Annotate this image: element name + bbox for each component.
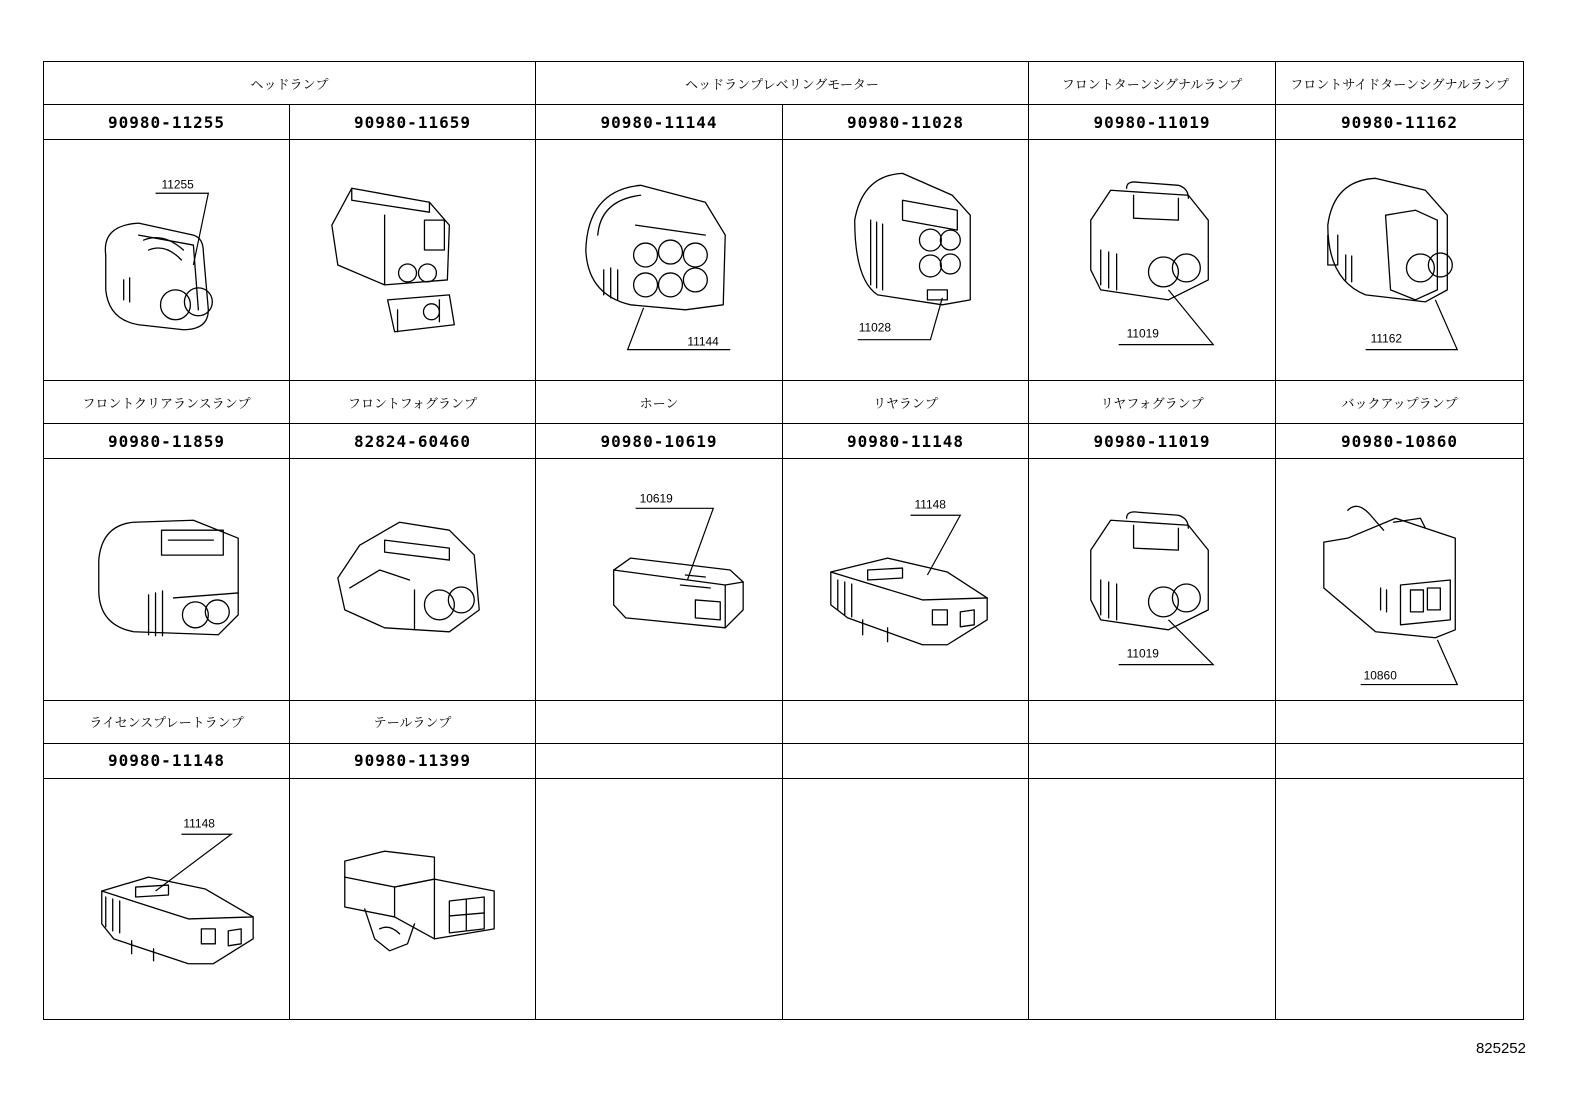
section-headlamp-leveling-motor: ヘッドランプレベリングモーター	[536, 62, 1029, 105]
part-number: 90980-11148	[783, 424, 1029, 459]
connector-illustration-cell	[290, 459, 536, 700]
callout-label: 11255	[161, 177, 194, 192]
section-rear-lamp: リヤランプ	[783, 381, 1029, 424]
part-number: 90980-11399	[290, 743, 536, 778]
part-number: 90980-11019	[1029, 424, 1276, 459]
connector-11148-drawing	[783, 460, 1028, 700]
connector-11255-drawing	[44, 140, 289, 380]
callout-label: 10860	[1363, 668, 1397, 683]
connector-illustration-cell	[290, 140, 536, 381]
empty-cell	[536, 743, 783, 778]
callout-label: 11019	[1126, 326, 1159, 341]
callout-label: 11028	[858, 320, 892, 335]
section-headlamp: ヘッドランプ	[44, 62, 536, 105]
connector-11019-drawing	[1029, 460, 1275, 700]
part-number: 90980-11144	[536, 105, 783, 140]
section-backup-lamp: バックアップランプ	[1276, 381, 1524, 424]
section-tail-lamp: テールランプ	[290, 700, 536, 743]
connector-11144-drawing	[536, 140, 782, 380]
connector-illustration-cell	[1029, 459, 1276, 700]
empty-cell	[1029, 700, 1276, 743]
part-number: 90980-11148	[44, 743, 290, 778]
connector-82824-60460-drawing	[290, 460, 535, 700]
callout-label: 10619	[639, 490, 673, 505]
callout-label: 11144	[687, 334, 719, 349]
section-front-fog: フロントフォグランプ	[290, 381, 536, 424]
connector-illustration-cell	[44, 778, 290, 1019]
connector-illustration-cell	[1276, 459, 1524, 700]
empty-cell	[783, 743, 1029, 778]
part-number: 90980-10619	[536, 424, 783, 459]
empty-cell	[536, 778, 783, 1019]
diagram-id: 825252	[1475, 1040, 1526, 1057]
connector-10860-drawing	[1276, 460, 1523, 700]
empty-cell	[783, 700, 1029, 743]
part-number: 90980-11859	[44, 424, 290, 459]
connector-illustration-cell	[44, 459, 290, 700]
section-front-turn-signal: フロントターンシグナルランプ	[1029, 62, 1276, 105]
part-number: 90980-11028	[783, 105, 1029, 140]
connector-10619-drawing	[536, 460, 782, 700]
section-horn: ホーン	[536, 381, 783, 424]
part-number: 90980-11162	[1276, 105, 1524, 140]
callout-label: 11019	[1126, 646, 1159, 661]
section-front-clearance: フロントクリアランスランプ	[44, 381, 290, 424]
connector-11162-drawing	[1276, 140, 1523, 380]
connector-illustration-cell	[44, 140, 290, 381]
empty-cell	[1276, 778, 1524, 1019]
connector-illustration-cell	[1029, 140, 1276, 381]
callout-label: 11148	[183, 816, 215, 831]
connector-illustration-cell	[783, 140, 1029, 381]
connector-illustration-cell	[536, 140, 783, 381]
part-number: 90980-10860	[1276, 424, 1524, 459]
empty-cell	[1276, 743, 1524, 778]
connector-illustration-cell	[536, 459, 783, 700]
section-license-plate-lamp: ライセンスプレートランプ	[44, 700, 290, 743]
connector-11028-drawing	[783, 140, 1028, 380]
section-front-side-turn-signal: フロントサイドターンシグナルランプ	[1276, 62, 1524, 105]
part-number: 82824-60460	[290, 424, 536, 459]
connector-11859-drawing	[44, 460, 289, 700]
connector-11399-drawing	[290, 779, 535, 1019]
empty-cell	[1029, 778, 1276, 1019]
empty-cell	[783, 778, 1029, 1019]
connector-11659-drawing	[290, 140, 535, 380]
connector-table	[43, 61, 1524, 1020]
connector-illustration-cell	[783, 459, 1029, 700]
empty-cell	[536, 700, 783, 743]
connector-illustration-cell	[290, 778, 536, 1019]
empty-cell	[1029, 743, 1276, 778]
part-number: 90980-11255	[44, 105, 290, 140]
part-number: 90980-11019	[1029, 105, 1276, 140]
empty-cell	[1276, 700, 1524, 743]
connector-11019-drawing	[1029, 140, 1275, 380]
connector-11148-drawing	[44, 779, 289, 1019]
part-number: 90980-11659	[290, 105, 536, 140]
connector-illustration-cell	[1276, 140, 1524, 381]
callout-label: 11148	[914, 496, 946, 511]
section-rear-fog: リヤフォグランプ	[1029, 381, 1276, 424]
callout-label: 11162	[1370, 331, 1403, 346]
